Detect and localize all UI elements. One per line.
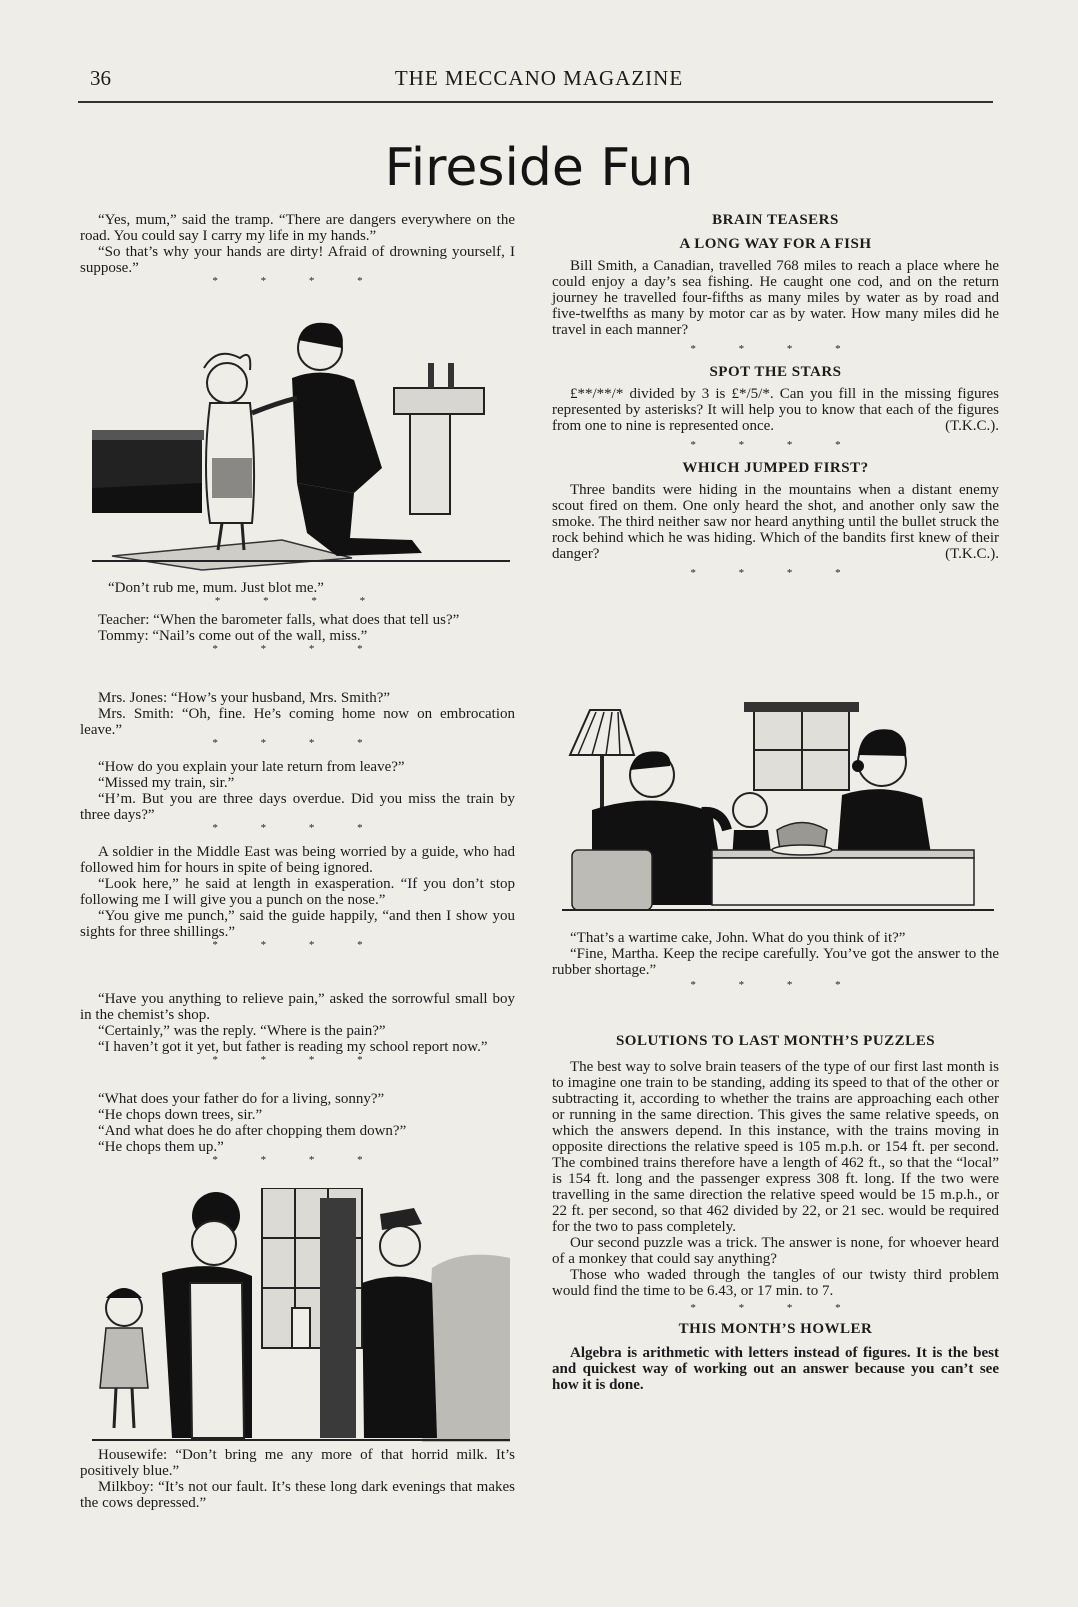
separator: * * * * (212, 822, 383, 834)
solution-text: Our second puzzle was a trick. The answer is none, for whoever heard of a monkey that could say anything? (552, 1235, 999, 1267)
separator: * * * * (690, 439, 861, 451)
joke-line: “Missed my train, sir.” (98, 775, 235, 791)
solutions (552, 1033, 999, 1393)
separator: * * * * (214, 595, 386, 607)
solution-text: The best way to solve brain teasers of the type of our first last month is to imagine one train to be standing, adding its speed to that of the other or subtracting it, according to whether the trains are approaching each other or running in the same direction. This gives the same relative speeds, on which the answers depend. In this instance, with the trains moving in opposite directions the relative speed is 105 m.p.h. or 154 ft. per second. The combined trains therefore have a length of 462 ft., so that the “local” is 154 ft. long and the passenger express 308 ft. long. If the two were travelling in the same direction the relative speed would be 15 m.p.h., or 22 ft. per second, so that 462 divided by 22, or 21 sec. would be required for the two to pass completely. (552, 1059, 999, 1235)
puzzle-heading: SPOT THE STARS (709, 364, 842, 380)
separator: * * * * (690, 567, 861, 579)
joke-line: Teacher: “When the barometer falls, what does that tell us?” (98, 612, 460, 628)
joke-barometer (80, 612, 515, 656)
joke-line: Mrs. Jones: “How’s your husband, Mrs. Smith?” (98, 690, 391, 706)
joke-line: “H’m. But you are three days overdue. Did you miss the train by three days?” (80, 791, 515, 823)
milk-cartoon (92, 1188, 510, 1442)
separator: * * * * (212, 643, 383, 655)
joke-line: Mrs. Smith: “Oh, fine. He’s coming home now on embrocation leave.” (80, 706, 515, 738)
separator: * * * * (212, 737, 383, 749)
separator: * * * * (212, 1054, 383, 1066)
joke-line: “He chops them up.” (98, 1139, 224, 1155)
joke-line: “What does your father do for a living, sonny?” (98, 1091, 385, 1107)
caption-line: “Fine, Martha. Keep the recipe carefully. You’ve got the answer to the rubber shortage.” (552, 946, 999, 978)
separator: * * * * (212, 939, 383, 951)
section-heading: BRAIN TEASERS (712, 212, 839, 228)
cake-cartoon-caption (552, 930, 999, 992)
bath-cartoon (92, 318, 510, 574)
joke-line: “And what does he do after chopping them down?” (98, 1123, 407, 1139)
page-number: 36 (90, 66, 111, 90)
section-heading: THIS MONTH’S HOWLER (678, 1321, 873, 1337)
magazine-title: THE MECCANO MAGAZINE (394, 66, 684, 90)
puzzle-heading: WHICH JUMPED FIRST? (682, 460, 869, 476)
puzzle-text: Bill Smith, a Canadian, travelled 768 miles to reach a place where he could enjoy a day’s sea fishing. He caught one cod, and on the return journey he travelled four-fifths as many miles by water as by road and five-twelfths as many by motor car as by water. How many miles did he travel in each manner? (552, 258, 999, 338)
puzzle-credit: (T.K.C.). (945, 418, 999, 434)
joke-line: “You give me punch,” said the guide happily, “and then I show you sights for three shillings.” (80, 908, 515, 940)
joke-line: “Have you anything to relieve pain,” asked the sorrowful small boy in the chemist’s shop. (80, 991, 515, 1023)
howler-text: Algebra is arithmetic with letters instead of figures. It is the best and quickest way of working out an answer because you can’t see how it is done. (552, 1345, 999, 1393)
caption-line: “Don’t rub me, mum. Just blot me.” (108, 580, 324, 596)
joke-line: A soldier in the Middle East was being worried by a guide, who had followed him for hours in spite of being ignored. (80, 844, 515, 876)
joke-line: “I haven’t got it yet, but father is reading my school report now.” (98, 1039, 488, 1055)
joke-embrocation (80, 690, 515, 750)
bath-cartoon-caption (90, 580, 510, 608)
separator: * * * * (690, 343, 861, 355)
joke-trees (80, 1091, 515, 1167)
joke-line: “Look here,” he said at length in exasperation. “If you don’t stop following me I will give you a punch on the nose.” (80, 876, 515, 908)
joke-chemist (80, 991, 515, 1067)
joke-line: “So that’s why your hands are dirty! Afraid of drowning yourself, I suppose.” (80, 244, 515, 276)
separator: * * * * (212, 1154, 383, 1166)
joke-line: “He chops down trees, sir.” (98, 1107, 263, 1123)
joke-train (80, 759, 515, 835)
separator: * * * * (690, 1302, 861, 1314)
caption-line: “That’s a wartime cake, John. What do you think of it?” (570, 930, 906, 946)
puzzle-text: Three bandits were hiding in the mountains when a distant enemy scout fired on them. One only heard the shot, and another only saw the smoke. The third neither saw nor heard anything until the bullet struck the rock behind which he was hiding. Which of the bandits first knew of their danger? (552, 482, 999, 562)
joke-line: “Certainly,” was the reply. “Where is the pain?” (98, 1023, 386, 1039)
separator: * * * * (212, 275, 383, 287)
joke-line: “How do you explain your late return from leave?” (98, 759, 405, 775)
page-title: Fireside Fun (384, 138, 694, 198)
section-heading: SOLUTIONS TO LAST MONTH’S PUZZLES (615, 1033, 936, 1049)
joke-guide (80, 844, 515, 952)
separator: * * * * (690, 979, 861, 991)
caption-line: Housewife: “Don’t bring me any more of that horrid milk. It’s positively blue.” (80, 1447, 515, 1479)
joke-tramp (80, 212, 515, 288)
cake-cartoon (562, 700, 994, 925)
joke-line: Tommy: “Nail’s come out of the wall, miss.” (98, 628, 368, 644)
joke-line: “Yes, mum,” said the tramp. “There are dangers everywhere on the road. You could say I carry my life in my hands.” (80, 212, 515, 244)
milk-cartoon-caption (80, 1447, 515, 1511)
header-rule (78, 101, 993, 103)
caption-line: Milkboy: “It’s not our fault. It’s these long dark evenings that makes the cows depressed.” (80, 1479, 515, 1511)
puzzle-text: £**/**/* divided by 3 is £*/5/*. Can you fill in the missing figures represented by asterisks? It will help you to know that each of the figures from one to nine is represented once. (552, 386, 999, 434)
solution-text: Those who waded through the tangles of our twisty third problem would find the time to be 6.43, or 17 min. to 7. (552, 1267, 999, 1299)
puzzle-credit: (T.K.C.). (945, 546, 999, 562)
brain-teasers (552, 212, 999, 580)
puzzle-heading: A LONG WAY FOR A FISH (679, 236, 872, 252)
